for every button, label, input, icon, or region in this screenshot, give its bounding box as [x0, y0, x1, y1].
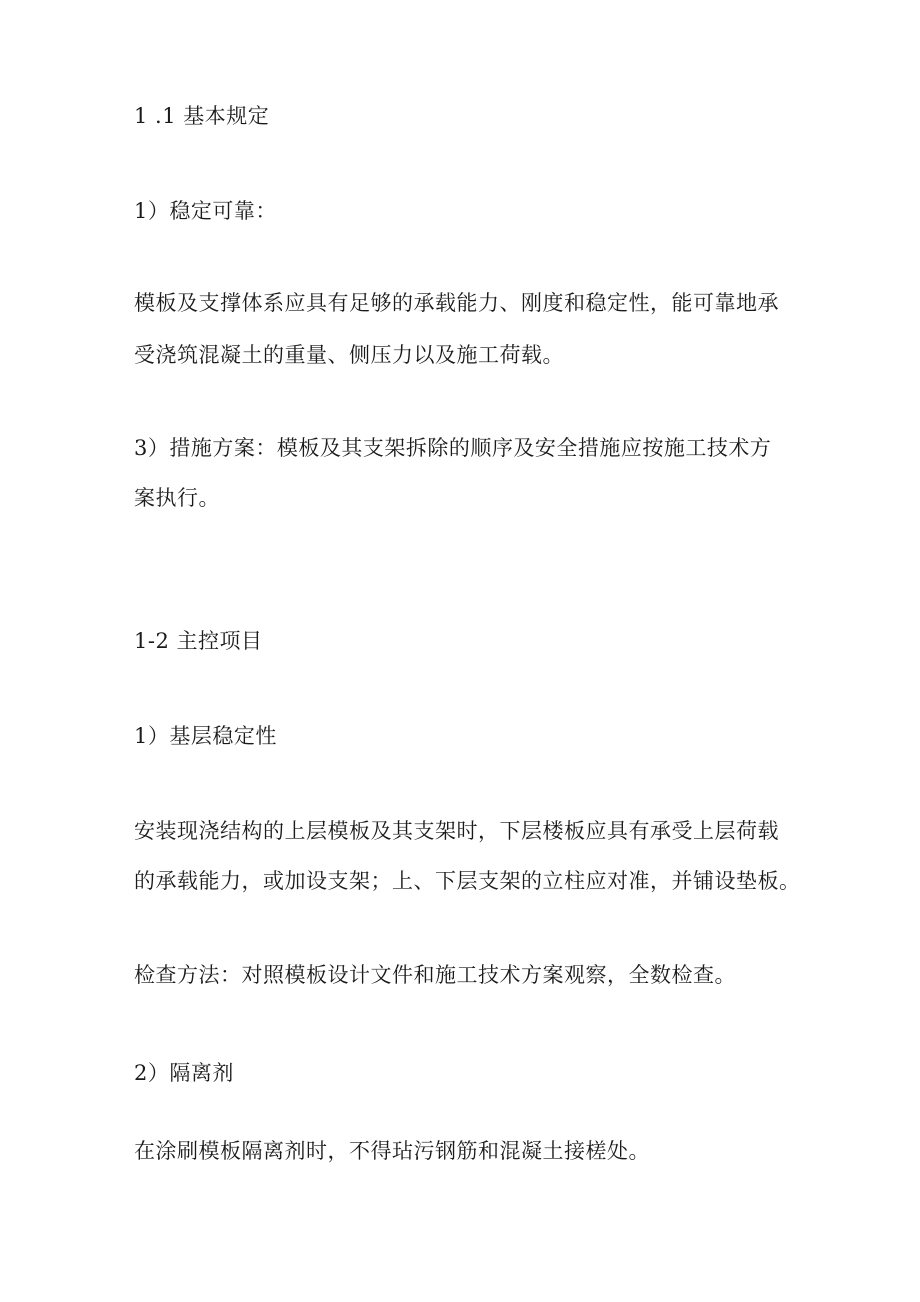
paragraph-line: 检查方法：对照模板设计文件和施工技术方案观察，全数检查。 [134, 963, 736, 987]
item-title-base-stability: 1）基层稳定性 [134, 724, 277, 748]
item-title-stable-reliable: 1）稳定可靠： [134, 199, 277, 223]
paragraph-line: 模板及支撑体系应具有足够的承载能力、刚度和稳定性，能可靠地承 [134, 291, 779, 315]
section-heading-1-2: 1-2 主控项目 [134, 629, 263, 653]
paragraph-line: 案执行。 [134, 486, 220, 510]
paragraph-line: 的承载能力，或加设支架；上、下层支架的立柱应对准，并铺设垫板。 [134, 869, 801, 893]
item-title-release-agent: 2）隔离剂 [134, 1061, 234, 1085]
paragraph-line: 安装现浇结构的上层模板及其支架时，下层楼板应具有承受上层荷载 [134, 819, 779, 843]
paragraph-line: 在涂刷模板隔离剂时，不得玷污钢筋和混凝土接槎处。 [134, 1139, 650, 1163]
paragraph-line: 3）措施方案：模板及其支架拆除的顺序及安全措施应按施工技术方 [134, 436, 772, 460]
paragraph-line: 受浇筑混凝土的重量、侧压力以及施工荷载。 [134, 343, 564, 367]
section-heading-1-1: 1 .1 基本规定 [134, 104, 270, 128]
